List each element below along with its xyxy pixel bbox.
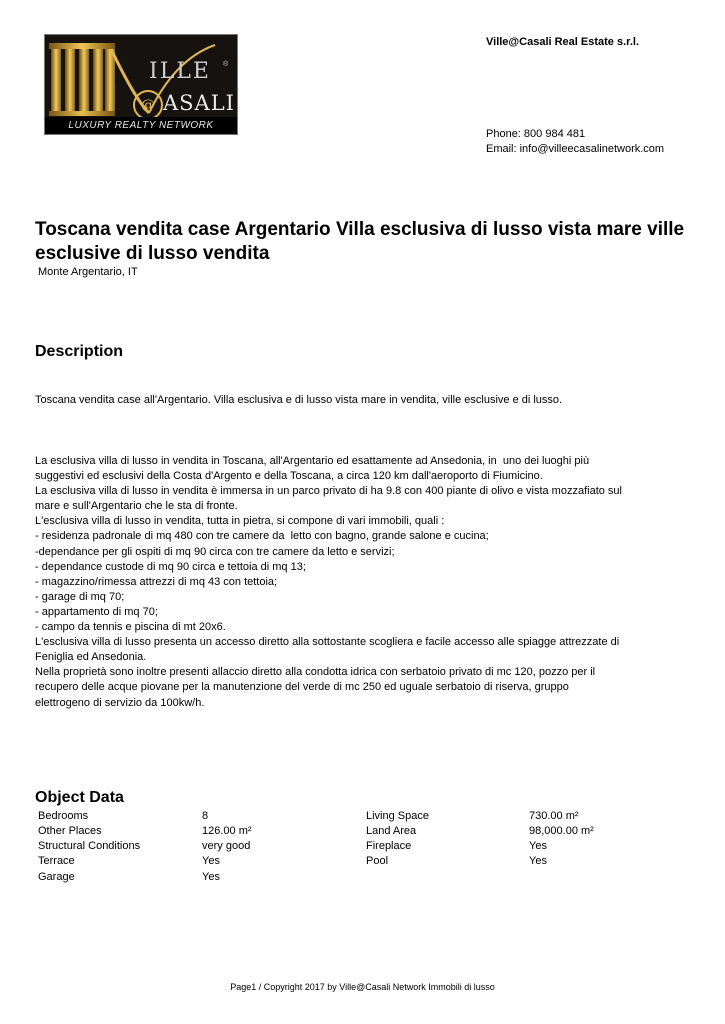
field-label: Terrace bbox=[38, 855, 75, 867]
field-label: Structural Conditions bbox=[38, 840, 141, 852]
description-line: mare e sull'Argentario che le sta di fronte. bbox=[35, 500, 238, 513]
field-value: Yes bbox=[202, 855, 220, 867]
description-line: -dependance per gli ospiti di mq 90 circa con tre camere da letto e servizi; bbox=[35, 545, 395, 558]
logo-registered-mark: ® bbox=[223, 61, 229, 68]
page-footer: Page1 / Copyright 2017 by Ville@Casali Network Immobili di lusso bbox=[230, 982, 495, 992]
object-data-row bbox=[38, 825, 688, 840]
email-address[interactable]: Email: info@villeecasalinetwork.com bbox=[486, 143, 665, 155]
logo-casali-text: ASALI bbox=[163, 91, 235, 115]
description-body bbox=[35, 454, 695, 711]
description-intro: Toscana vendita case all'Argentario. Villa esclusiva e di lusso vista mare in vendita, ville esclusive e di lusso. bbox=[35, 394, 563, 406]
description-line: - campo da tennis e piscina di mt 20x6. bbox=[35, 621, 226, 634]
description-line: - residenza padronale di mq 480 con tre camere da letto con bagno, grande salone e cucina; bbox=[35, 530, 489, 543]
object-data-heading: Object Data bbox=[35, 789, 124, 806]
description-line: La esclusiva villa di lusso in vendita è immersa in un parco privato di ha 9.8 con 400 piante di olivo e vista mozzafiato sul bbox=[35, 485, 622, 498]
description-line: recupero delle acque piovane per la manutenzione del verde di mc 250 ed uguale serbatoio di riserva, gruppo bbox=[35, 681, 569, 694]
contact-info bbox=[486, 127, 664, 157]
object-data-row bbox=[38, 871, 688, 886]
field-value: very good bbox=[202, 840, 251, 852]
description-line: Nella proprietà sono inoltre presenti allaccio diretto alla condotta idrica con serbatoio privato di mc 120, pozzo per il bbox=[35, 666, 596, 679]
description-line: elettrogeno di servizio da 100kw/h. bbox=[35, 696, 205, 709]
description-heading: Description bbox=[35, 343, 124, 360]
field-value: 98,000.00 m² bbox=[529, 825, 594, 837]
description-line: suggestivi ed esclusivi della Costa d'Argento e della Toscana, a circa 120 km dall'aeroporto di Fiumicino. bbox=[35, 470, 543, 483]
field-value: 730.00 m² bbox=[529, 810, 579, 822]
field-value: Yes bbox=[202, 871, 220, 883]
phone-number: Phone: 800 984 481 bbox=[486, 128, 586, 140]
description-line: - dependance custode di mq 90 circa e tettoia di mq 13; bbox=[35, 560, 306, 573]
field-value: 126.00 m² bbox=[202, 825, 252, 837]
field-label: Fireplace bbox=[366, 840, 412, 852]
description-line: Feniglia ed Ansedonia. bbox=[35, 651, 147, 664]
field-label: Bedrooms bbox=[38, 810, 89, 822]
field-label: Other Places bbox=[38, 825, 102, 837]
company-name: Ville@Casali Real Estate s.r.l. bbox=[486, 36, 639, 48]
logo-ville-text: ILLE bbox=[149, 59, 211, 84]
description-line: La esclusiva villa di lusso in vendita in Toscana, all'Argentario ed esattamente ad Ansedonia, in uno dei luoghi più bbox=[35, 455, 590, 467]
field-value: Yes bbox=[529, 840, 547, 852]
logo-artwork bbox=[45, 35, 237, 117]
description-line: - garage di mq 70; bbox=[35, 590, 125, 603]
listing-title: Toscana vendita case Argentario Villa esclusiva di lusso vista mare ville esclusive di lusso vendita bbox=[35, 219, 685, 264]
field-label: Garage bbox=[38, 871, 75, 883]
description-line: L'esclusiva villa di lusso in vendita, tutta in pietra, si compone di vari immobili, quali : bbox=[35, 515, 445, 528]
listing-location: Monte Argentario, IT bbox=[38, 266, 138, 278]
description-line: - magazzino/rimessa attrezzi di mq 43 con tettoia; bbox=[35, 575, 278, 588]
field-label: Living Space bbox=[366, 810, 429, 822]
field-label: Land Area bbox=[366, 825, 417, 837]
logo-at-symbol: @ bbox=[133, 90, 163, 120]
logo-tagline: LUXURY REALTY NETWORK bbox=[45, 117, 237, 134]
company-logo bbox=[44, 34, 238, 135]
object-data-row bbox=[38, 840, 688, 855]
object-data-row bbox=[38, 810, 688, 825]
field-value: Yes bbox=[529, 855, 547, 867]
description-line: L'esclusiva villa di lusso presenta un accesso diretto alla sottostante scogliera e facile accesso alle spiagge attrezzate di bbox=[35, 636, 620, 649]
description-line: - appartamento di mq 70; bbox=[35, 605, 158, 618]
field-label: Pool bbox=[366, 855, 389, 867]
object-data-row bbox=[38, 855, 688, 870]
field-value: 8 bbox=[202, 810, 209, 822]
